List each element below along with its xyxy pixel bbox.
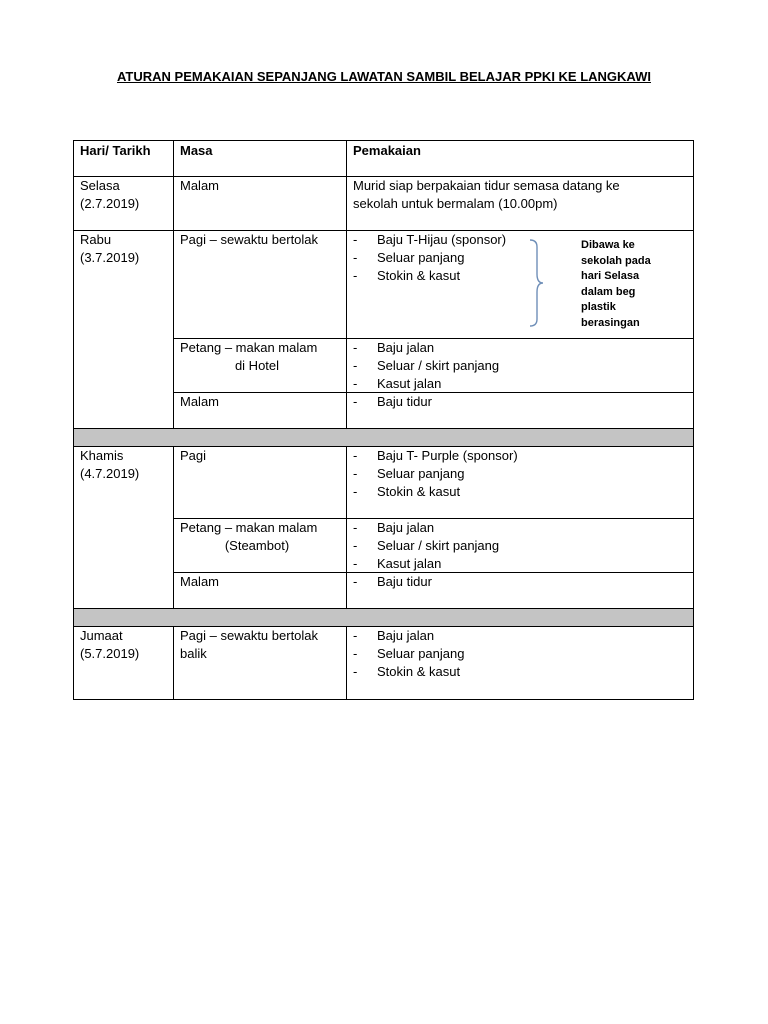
attire-list xyxy=(353,447,518,501)
column-divider xyxy=(346,626,347,700)
attire-text: sekolah untuk bermalam (10.00pm) xyxy=(353,196,558,211)
attire-item: - Seluar panjang xyxy=(353,250,465,265)
attire-list xyxy=(353,393,432,411)
attire-item: - Baju T- Purple (sponsor) xyxy=(353,448,518,463)
attire-item: - Stokin & kasut xyxy=(353,664,461,679)
attire-text: Murid siap berpakaian tidur semasa datang ke xyxy=(353,178,620,193)
column-divider xyxy=(173,446,174,608)
column-divider xyxy=(173,140,174,428)
attire-item: - Seluar panjang xyxy=(353,466,465,481)
time-cell: Malam xyxy=(180,178,220,193)
day-name: Selasa xyxy=(80,178,120,193)
time-cell: Malam xyxy=(180,574,220,589)
header-time: Masa xyxy=(180,143,213,158)
attire-item: - Kasut jalan xyxy=(353,556,442,571)
row-divider xyxy=(73,428,694,429)
note-callout: Dibawa ke sekolah pada hari Selasa dalam beg plastik berasingan xyxy=(581,239,651,329)
attire-item: - Stokin & kasut xyxy=(353,484,461,499)
day-date: (2.7.2019) xyxy=(80,196,140,211)
table-border-left xyxy=(73,140,74,700)
attire-item: - Kasut jalan xyxy=(353,376,442,391)
attire-item: - Baju tidur xyxy=(353,394,432,409)
attire-item: - Seluar panjang xyxy=(353,646,465,661)
attire-item: - Baju T-Hijau (sponsor) xyxy=(353,232,507,247)
header-attire: Pemakaian xyxy=(353,143,421,158)
column-divider xyxy=(173,626,174,700)
day-name: Jumaat xyxy=(80,628,123,643)
attire-list xyxy=(353,231,506,285)
attire-list xyxy=(353,573,432,591)
attire-item: - Baju jalan xyxy=(353,628,435,643)
day-date: (4.7.2019) xyxy=(80,466,140,481)
attire-item: - Stokin & kasut xyxy=(353,268,461,283)
time-cell: Pagi – sewaktu bertolak xyxy=(180,232,319,247)
time-cell: Malam xyxy=(180,394,220,409)
separator-row-2 xyxy=(73,608,694,627)
day-name: Khamis xyxy=(80,448,124,463)
attire-item: - Seluar / skirt panjang xyxy=(353,358,500,373)
header-day: Hari/ Tarikh xyxy=(80,143,151,158)
day-name: Rabu xyxy=(80,232,112,247)
day-cell-jumaat xyxy=(80,627,139,663)
day-cell-rabu xyxy=(80,231,139,267)
table-border-bottom xyxy=(73,699,694,700)
time-cell: Petang – makan malam (Steambot) xyxy=(180,520,318,553)
attire-item: - Baju jalan xyxy=(353,520,435,535)
day-date: (5.7.2019) xyxy=(80,646,140,661)
attire-schedule-table xyxy=(73,140,694,700)
row-divider xyxy=(73,608,694,609)
separator-row-1 xyxy=(73,428,694,447)
table-border-right xyxy=(693,140,694,700)
attire-list xyxy=(353,339,499,393)
time-cell: Pagi xyxy=(180,448,207,463)
attire-list xyxy=(353,519,499,573)
attire-cell xyxy=(353,177,620,213)
attire-list xyxy=(353,627,464,681)
document-title: ATURAN PEMAKAIAN SEPANJANG LAWATAN SAMBIL BELAJAR PPKI KE LANGKAWI xyxy=(117,69,651,84)
time-cell: Petang – makan malam di Hotel xyxy=(180,340,318,373)
day-date: (3.7.2019) xyxy=(80,250,140,265)
column-divider xyxy=(346,446,347,608)
attire-item: - Baju tidur xyxy=(353,574,432,589)
attire-item: - Seluar / skirt panjang xyxy=(353,538,500,553)
time-cell: Pagi – sewaktu bertolak balik xyxy=(180,628,319,661)
attire-item: - Baju jalan xyxy=(353,340,435,355)
column-divider xyxy=(346,140,347,428)
table-border-top xyxy=(73,140,694,141)
day-cell-khamis xyxy=(80,447,139,483)
day-cell-selasa xyxy=(80,177,139,213)
curly-brace-icon xyxy=(528,237,548,329)
